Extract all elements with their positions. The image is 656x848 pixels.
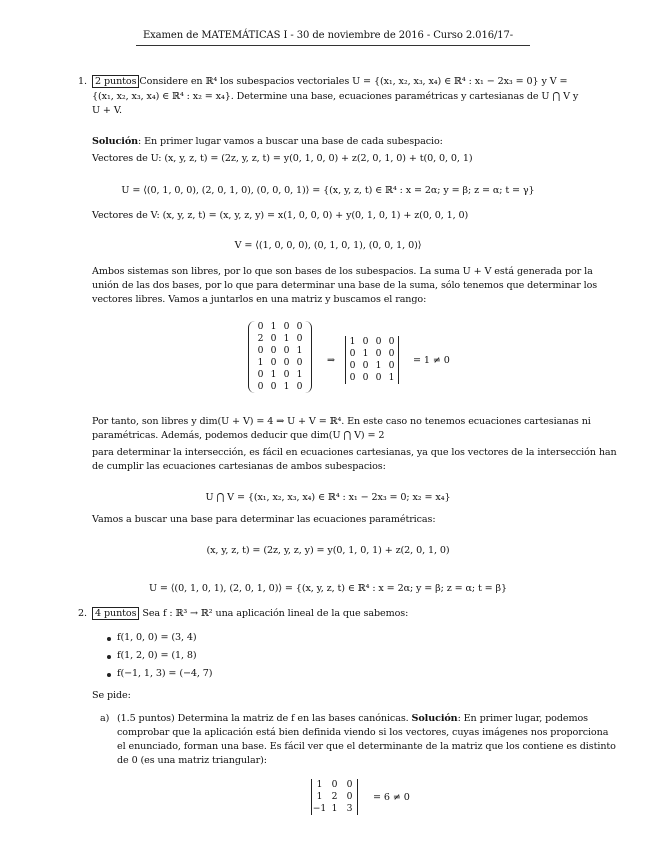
u-span-equation: U = ⟨(0, 1, 0, 0), (2, 0, 1, 0), (0, 0, 0, 1)⟩ = {(x, y, z, t) ∈ ℝ⁴ : x = 2α; y = β; z = α; t = γ} [121, 185, 535, 196]
determinant-2-row [312, 791, 357, 803]
matrix-cell: 1 [257, 357, 264, 368]
solution-intro: Solución: En primer lugar vamos a buscar una base de cada subespacio: [92, 136, 443, 147]
determinant-cell: 0 [375, 348, 382, 359]
matrix-left-paren [248, 321, 255, 393]
determinant-result: = 1 ≠ 0 [413, 355, 450, 366]
matrix-cell: 0 [257, 369, 264, 380]
intersection-span-equation: U = ⟨(0, 1, 0, 1), (2, 0, 1, 0)⟩ = {(x, y, z, t) ∈ ℝ⁴ : x = 2α; y = β; z = α; t = β} [148, 583, 508, 594]
determinant-2-cell: 0 [346, 779, 353, 790]
matrix-cell: 0 [270, 357, 277, 368]
determinant-row [346, 360, 398, 372]
matrix-cell: 0 [257, 381, 264, 392]
matrix-row [254, 357, 306, 369]
determinant-cell: 0 [362, 336, 369, 347]
paragraph-1-line-2: unión de las dos bases, por lo que para determinar una base de la suma, sólo tenemos que determinar los [92, 280, 598, 291]
determinant-2-row [312, 803, 357, 815]
paragraph-3-line-2: de cumplir las ecuaciones cartesianas de ambos subespacios: [92, 461, 386, 472]
matrix-cell: 0 [283, 369, 290, 380]
det2-left-bar [311, 779, 312, 815]
determinant-row [346, 372, 398, 384]
part-a-line-3: el enunciado, forman una base. Es fácil ver que el determinante de la matriz que los contiene es distinto [117, 741, 616, 752]
matrix-cell: 0 [270, 345, 277, 356]
bullet-icon [107, 637, 111, 641]
paragraph-1-line-1: Ambos sistemas son libres, por lo que son bases de los subespacios. La suma U + V está generada por la [92, 266, 593, 277]
matrix-cell: 2 [257, 333, 264, 344]
determinant-cell: 0 [349, 360, 356, 371]
matrix-row [254, 381, 306, 393]
determinant-cell: 0 [375, 372, 382, 383]
part-a-line-1: (1.5 puntos) Determina la matriz de f en las bases canónicas. Solución: En primer lugar, podemos [117, 713, 588, 724]
matrix-cell: 0 [296, 333, 303, 344]
matrix-cell: 1 [296, 369, 303, 380]
parametric-equation: (x, y, z, t) = (2z, y, z, y) = y(0, 1, 0, 1) + z(2, 0, 1, 0) [206, 545, 450, 556]
matrix-cell: 1 [296, 345, 303, 356]
determinant-row [346, 348, 398, 360]
matrix-cell: 0 [283, 321, 290, 332]
matrix-cell: 0 [270, 333, 277, 344]
det-right-bar [398, 336, 399, 384]
vectors-matrix [254, 321, 306, 393]
matrix-cell: 0 [270, 381, 277, 392]
matrix-cell: 1 [283, 333, 290, 344]
matrix-row [254, 369, 306, 381]
problem-1-number: 1. [78, 76, 87, 87]
vectors-of-u: Vectores de U: (x, y, z, t) = (2z, y, z, t) = y(0, 1, 0, 0) + z(2, 0, 1, 0) + t(0, 0, 0, 1) [92, 153, 473, 164]
v-span-equation: V = ⟨(1, 0, 0, 0), (0, 1, 0, 1), (0, 0, 1, 0)⟩ [234, 240, 422, 251]
matrix-row [254, 345, 306, 357]
determinant-cell: 0 [362, 372, 369, 383]
determinant-2-cell: −1 [312, 803, 327, 814]
determinant-row [346, 336, 398, 348]
determinant-cell: 0 [362, 360, 369, 371]
det-left-bar [345, 336, 346, 384]
det2-right-bar [357, 779, 358, 815]
matrix-row [254, 321, 306, 333]
determinant-2-cell: 3 [346, 803, 353, 814]
paragraph-3-line-1: para determinar la intersección, es fácil en ecuaciones cartesianas, ya que los vectores de la intersección han [92, 447, 617, 458]
determinant-2-cell: 1 [316, 779, 323, 790]
determinant-2-row [312, 779, 357, 791]
determinant-cell: 1 [388, 372, 395, 383]
part-a-line-2: comprobar que la aplicación está bien definida viendo si los vectores, cuyas imágenes nos proporciona [117, 727, 609, 738]
problem-1-statement-line-3: U + V. [92, 105, 122, 116]
solution-label: Solución [92, 136, 139, 147]
determinant-2-cell: 1 [331, 803, 338, 814]
problem-1-statement-line-2: {(x₁, x₂, x₃, x₄) ∈ ℝ⁴ : x₂ = x₄}. Determine una base, ecuaciones paramétricas y cartesianas de U ⋂ V y [92, 91, 579, 102]
implies-symbol: ⇒ [327, 355, 335, 366]
matrix-cell: 0 [296, 381, 303, 392]
identity-determinant [346, 336, 398, 384]
determinant-cell: 0 [388, 360, 395, 371]
matrix-cell: 1 [283, 381, 290, 392]
part-a-solution-label: Solución [411, 713, 458, 724]
determinant-2-cell: 2 [331, 791, 338, 802]
exam-header: Examen de MATEMÁTICAS I - 30 de noviembre de 2016 - Curso 2.016/17- [142, 30, 514, 41]
bullet-icon [107, 673, 111, 677]
matrix-cell: 0 [296, 357, 303, 368]
vectors-of-v: Vectores de V: (x, y, z, t) = (x, y, z, y) = x(1, 0, 0, 0) + y(0, 1, 0, 1) + z(0, 0, 1, 0) [92, 210, 469, 221]
paragraph-2-line-1: Por tanto, son libres y dim(U + V) = 4 ⇒ U + V = ℝ⁴. En este caso no tenemos ecuaciones cartesianas ni [92, 416, 591, 427]
fact-3: f(−1, 1, 3) = (−4, 7) [117, 668, 213, 679]
determinant-cell: 1 [349, 336, 356, 347]
problem-2-points-box: 4 puntos [92, 607, 139, 620]
fact-2: f(1, 2, 0) = (1, 8) [117, 650, 197, 661]
problem-1-points-box: 2 puntos [92, 75, 139, 88]
matrix-cell: 0 [283, 357, 290, 368]
paragraph-4: Vamos a buscar una base para determinar las ecuaciones paramétricas: [92, 514, 436, 525]
matrix-cell: 0 [257, 345, 264, 356]
asks-label: Se pide: [92, 690, 131, 701]
determinant-2-result: = 6 ≠ 0 [373, 792, 410, 803]
determinant-cell: 0 [349, 372, 356, 383]
matrix-row [254, 333, 306, 345]
part-a-line-4: de 0 (es una matriz triangular): [117, 755, 267, 766]
matrix-cell: 0 [296, 321, 303, 332]
matrix-cell: 0 [283, 345, 290, 356]
determinant-cell: 0 [388, 336, 395, 347]
part-a-label: a) [100, 713, 110, 724]
matrix-right-paren [305, 321, 312, 393]
triangular-determinant [312, 779, 357, 815]
determinant-cell: 1 [375, 360, 382, 371]
header-rule [136, 45, 530, 46]
paragraph-2-line-2: paramétricas. Además, podemos deducir que dim(U ⋂ V) = 2 [92, 430, 385, 441]
determinant-cell: 0 [375, 336, 382, 347]
intersection-equation: U ⋂ V = {(x₁, x₂, x₃, x₄) ∈ ℝ⁴ : x₁ − 2x₃ = 0; x₂ = x₄} [205, 492, 451, 503]
paragraph-1-line-3: vectores libres. Vamos a juntarlos en una matriz y buscamos el rango: [92, 294, 427, 305]
determinant-2-cell: 0 [346, 791, 353, 802]
matrix-cell: 1 [270, 321, 277, 332]
matrix-cell: 0 [257, 321, 264, 332]
problem-2-number: 2. [78, 608, 87, 619]
determinant-cell: 0 [349, 348, 356, 359]
matrix-cell: 1 [270, 369, 277, 380]
bullet-icon [107, 655, 111, 659]
determinant-2-cell: 0 [331, 779, 338, 790]
determinant-cell: 1 [362, 348, 369, 359]
fact-1: f(1, 0, 0) = (3, 4) [117, 632, 197, 643]
problem-1-statement-line-1: 2 puntos Considere en ℝ⁴ los subespacios vectoriales U = {(x₁, x₂, x₃, x₄) ∈ ℝ⁴ : x₁ − 2x₃ = 0} y V = [92, 76, 567, 88]
determinant-cell: 0 [388, 348, 395, 359]
problem-2-statement: 4 puntos Sea f : ℝ³ → ℝ² una aplicación lineal de la que sabemos: [92, 608, 408, 620]
determinant-2-cell: 1 [316, 791, 323, 802]
